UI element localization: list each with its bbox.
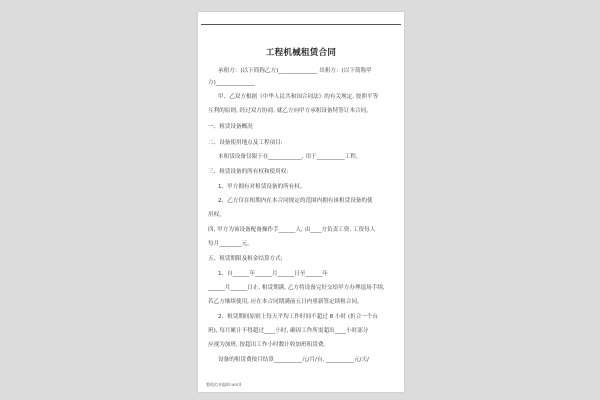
header-rule	[201, 24, 401, 25]
page-footer: 整理范本编辑 word	[206, 382, 242, 387]
text-line: 甲、乙双方根据《中华人民共和国合同法》的有关规定, 按照平等	[218, 94, 379, 100]
section-heading: 五、租赁期限及租金结算方式:	[208, 256, 283, 262]
text-line: 本租赁设备仅限于在____________, 用于__________工程。	[218, 154, 362, 160]
text-line: 班), 每月累计不得超过____小时, 确因工作所需超出____小时部分	[208, 328, 369, 334]
section-heading: 四, 甲方为该设备配备操作手______人, 由____方负责工资, 工资每人	[208, 227, 376, 233]
text-line: 用权。	[208, 212, 225, 218]
text-line: 1、甲方拥有对租赁设备的所有权。	[218, 184, 306, 190]
text-line: 2、租赁期间原则上每天平均工作时间不超过 8 小时 (折合一个台	[218, 314, 379, 320]
text-line: 方)______________	[208, 80, 255, 86]
text-line: 承租方：(以下简称乙方)______________ 出租方：(以下简称甲	[218, 68, 372, 74]
section-heading: 一、租赁设备概况	[208, 124, 253, 130]
text-line: 互利的原则, 经过双方协商, 就乙方向甲方承租设备特签订本合同。	[208, 108, 372, 114]
text-line: ______月______日止, 租赁期满, 乙方将设备完好交给甲方办理退场手续,	[208, 285, 385, 291]
document-page	[198, 12, 404, 392]
text-line: 每月________元。	[208, 241, 253, 247]
document-title: 工程机械租赁合同	[265, 48, 337, 58]
text-line: 2、乙方仅在租期内在本合同规定的范围内拥有该租赁设备的使	[218, 198, 373, 204]
text-line: 应视为加班, 按超出工作小时数计收加班租赁费。	[208, 342, 330, 348]
section-heading: 三、租赁设备的所有权和使用权:	[208, 169, 289, 175]
text-line: 1、自______年______月______日至______年	[218, 271, 328, 277]
section-heading: 二、设备使用地点及工程项目:	[208, 140, 283, 146]
text-line: 若乙方继续使用, 应在本合同期满前五日内重新签定续租合同。	[208, 299, 363, 305]
text-line: 设备的租赁费按月结算__________元/月/台, __________元/天/	[218, 357, 369, 363]
